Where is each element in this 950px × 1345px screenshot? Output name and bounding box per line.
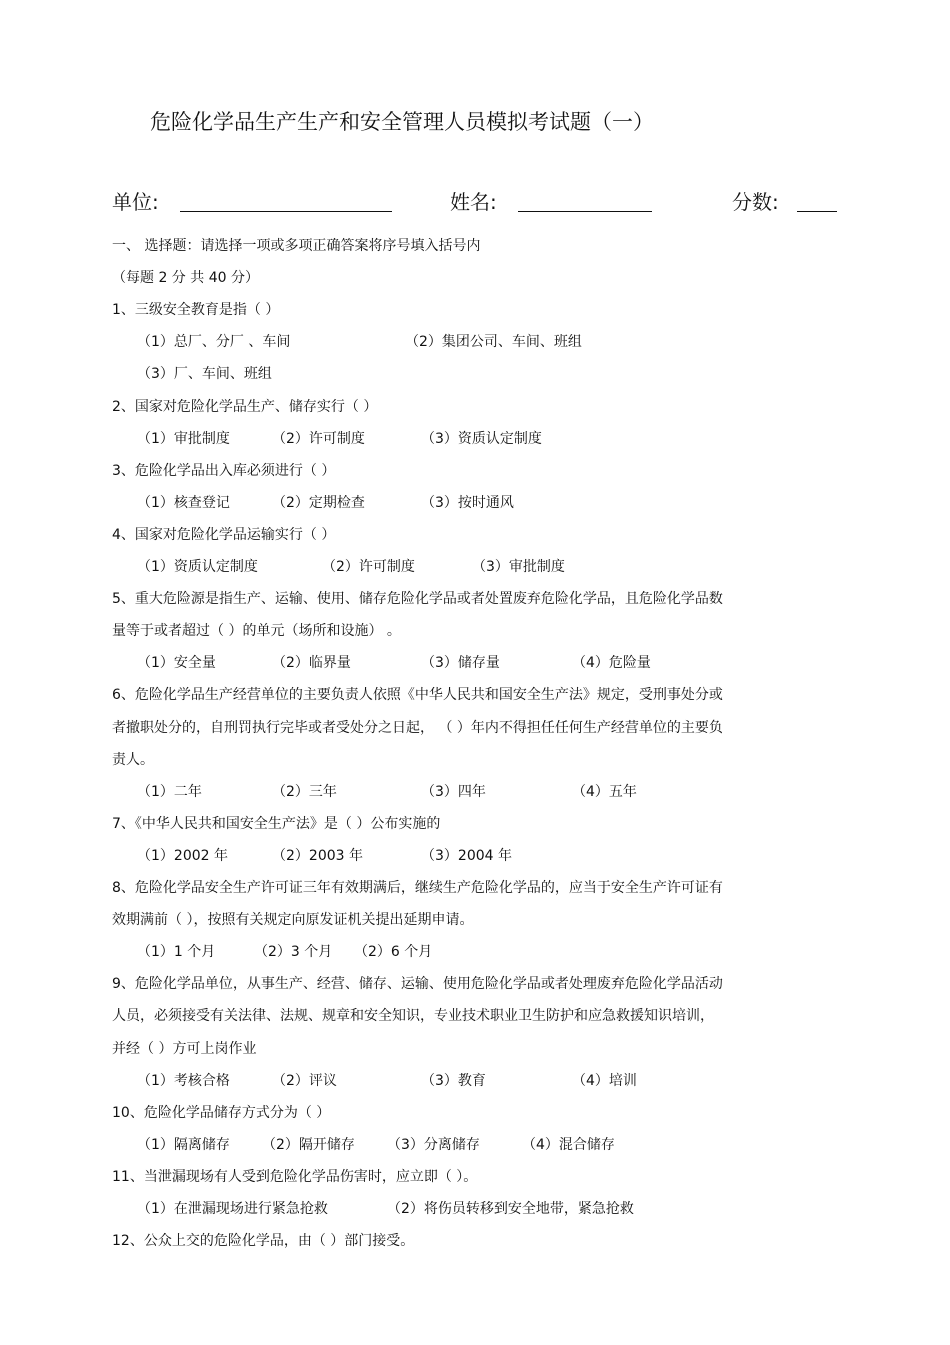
answer-option[interactable]: （3）资质认定制度 [421, 431, 542, 447]
score-label: 分数: [732, 190, 779, 214]
answer-option[interactable]: （3）分离储存 [387, 1137, 480, 1153]
question-stem: 责人。 [112, 752, 154, 768]
answer-option[interactable]: （1）考核合格 [137, 1073, 230, 1089]
unit-blank[interactable] [180, 211, 392, 212]
answer-option[interactable]: （2）隔开储存 [262, 1137, 355, 1153]
question-stem: 者撤职处分的，自刑罚执行完毕或者受处分之日起， （ ）年内不得担任任何生产经营单位的主要负 [112, 720, 723, 736]
answer-option[interactable]: （2）许可制度 [322, 559, 415, 575]
answer-option[interactable]: （2）评议 [272, 1073, 337, 1089]
answer-option[interactable]: （1）在泄漏现场进行紧急抢救 [137, 1201, 328, 1217]
answer-option[interactable]: （3）四年 [421, 784, 486, 800]
answer-option[interactable]: （3）厂、车间、班组 [137, 366, 272, 382]
answer-option[interactable]: （2）2003 年 [272, 848, 363, 864]
question-stem: 1、三级安全教育是指（ ） [112, 302, 280, 318]
answer-option[interactable]: （1）资质认定制度 [137, 559, 258, 575]
answer-option[interactable]: （2）许可制度 [272, 431, 365, 447]
answer-option[interactable]: （3）按时通风 [421, 495, 514, 511]
section-note: （每题 2 分 共 40 分） [112, 270, 259, 286]
name-label: 姓名: [450, 190, 497, 214]
question-stem: 12、公众上交的危险化学品，由（ ）部门接受。 [112, 1233, 415, 1249]
question-stem: 8、危险化学品安全生产许可证三年有效期满后，继续生产危险化学品的，应当于安全生产许可证有 [112, 880, 723, 896]
answer-option[interactable]: （4）培训 [572, 1073, 637, 1089]
question-stem: 7、《中华人民共和国安全生产法》是（ ）公布实施的 [112, 816, 441, 832]
score-blank[interactable] [797, 211, 837, 212]
question-stem: 3、危险化学品出入库必须进行（ ） [112, 463, 336, 479]
unit-label: 单位: [112, 190, 159, 214]
question-stem: 人员，必须接受有关法律、法规、规章和安全知识，专业技术职业卫生防护和应急救援知识培训， [112, 1008, 714, 1024]
question-stem: 6、危险化学品生产经营单位的主要负责人依照《中华人民共和国安全生产法》规定，受刑事处分或 [112, 687, 723, 703]
question-stem: 量等于或者超过（ ）的单元（场所和设施） 。 [112, 623, 401, 639]
answer-option[interactable]: （3）教育 [421, 1073, 486, 1089]
question-stem: 并经（ ）方可上岗作业 [112, 1041, 257, 1057]
answer-option[interactable]: （2）集团公司、车间、班组 [405, 334, 582, 350]
answer-option[interactable]: （1）隔离储存 [137, 1137, 230, 1153]
answer-option[interactable]: （1）2002 年 [137, 848, 228, 864]
question-stem: 4、国家对危险化学品运输实行（ ） [112, 527, 336, 543]
answer-option[interactable]: （4）混合储存 [522, 1137, 615, 1153]
answer-option[interactable]: （2）将伤员转移到安全地带，紧急抢救 [387, 1201, 634, 1217]
answer-option[interactable]: （3）审批制度 [472, 559, 565, 575]
answer-option[interactable]: （2）3 个月 [254, 944, 333, 960]
question-stem: 5、重大危险源是指生产、运输、使用、储存危险化学品或者处置废弃危险化学品，且危险化学品数 [112, 591, 723, 607]
answer-option[interactable]: （1）审批制度 [137, 431, 230, 447]
question-stem: 10、危险化学品储存方式分为（ ） [112, 1105, 331, 1121]
question-stem: 效期满前（ ），按照有关规定向原发证机关提出延期申请。 [112, 912, 474, 928]
question-stem: 2、国家对危险化学品生产、储存实行（ ） [112, 399, 378, 415]
answer-option[interactable]: （2）临界量 [272, 655, 351, 671]
page-title: 危险化学品生产生产和安全管理人员模拟考试题（一） [150, 110, 654, 134]
answer-option[interactable]: （3）2004 年 [421, 848, 512, 864]
answer-option[interactable]: （2）6 个月 [354, 944, 433, 960]
section-heading: 一、 选择题：请选择一项或多项正确答案将序号填入括号内 [112, 238, 481, 254]
answer-option[interactable]: （1）总厂、分厂 、车间 [137, 334, 291, 350]
answer-option[interactable]: （2）三年 [272, 784, 337, 800]
question-stem: 9、危险化学品单位，从事生产、经营、储存、运输、使用危险化学品或者处理废弃危险化学品活动 [112, 976, 723, 992]
answer-option[interactable]: （2）定期检查 [272, 495, 365, 511]
question-stem: 11、当泄漏现场有人受到危险化学品伤害时，应立即（ ）。 [112, 1169, 478, 1185]
answer-option[interactable]: （4）危险量 [572, 655, 651, 671]
answer-option[interactable]: （3）储存量 [421, 655, 500, 671]
answer-option[interactable]: （1）安全量 [137, 655, 216, 671]
name-blank[interactable] [518, 211, 652, 212]
answer-option[interactable]: （1）二年 [137, 784, 202, 800]
answer-option[interactable]: （4）五年 [572, 784, 637, 800]
answer-option[interactable]: （1）1 个月 [137, 944, 216, 960]
answer-option[interactable]: （1）核查登记 [137, 495, 230, 511]
